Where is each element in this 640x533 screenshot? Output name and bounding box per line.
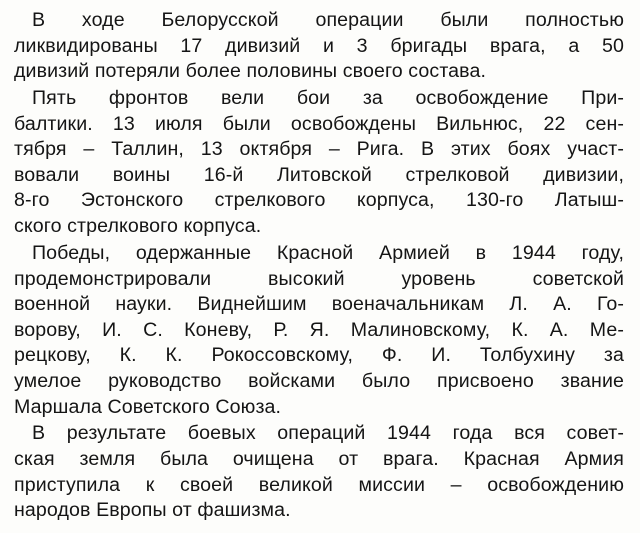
text-line: ворову, И. С. Коневу, Р. Я. Малиновскому, К. А. Ме- [14,318,624,341]
text-line: приступила к своей великой миссии – освобождению [14,473,624,496]
text-line: рецкову, К. К. Рокоссовскому, Ф. И. Толбухину за [14,344,624,367]
text-line: Победы, одержанные Красной Армией в 1944 году, [32,241,624,264]
paragraph-victories-1944 [14,241,624,420]
text-line: тября – Таллин, 13 октября – Рига. В этих боях участ- [14,138,624,161]
paragraph-belorussian-operation [14,8,624,85]
text-line: 8-го Эстонского стрелкового корпуса, 130-го Латыш- [14,189,624,212]
text-line: балтики. 13 июля были освобождены Вильнюс, 22 сен- [14,112,624,135]
text-line: дивизий потеряли более половины своего состава. [14,60,487,83]
text-line: продемонстрировали высокий уровень советской [14,267,624,290]
text-line: В результате боевых операций 1944 года вся совет- [32,422,624,445]
text-line: ская земля была очищена от врага. Красная Армия [14,447,624,470]
text-line: народов Европы от фашизма. [14,499,291,522]
text-line: В ходе Белорусской операции были полностью [32,9,624,31]
text-line: вовали воины 16-й Литовской стрелковой дивизии, [14,163,624,186]
text-line: умелое руководство войсками было присвоено звание [14,369,624,392]
text-line: Маршала Советского Союза. [14,395,282,418]
text-body [14,8,624,525]
text-line: ликвидированы 17 дивизий и 3 бригады врага, а 50 [14,34,624,57]
text-line: военной науки. Виднейшим военачальникам Л. А. Го- [14,293,624,316]
text-line: ского стрелкового корпуса. [14,215,262,238]
paragraph-baltic-liberation [14,86,624,240]
paragraph-results-1944 [14,421,624,523]
text-line: Пять фронтов вели бои за освобождение При- [32,87,624,110]
